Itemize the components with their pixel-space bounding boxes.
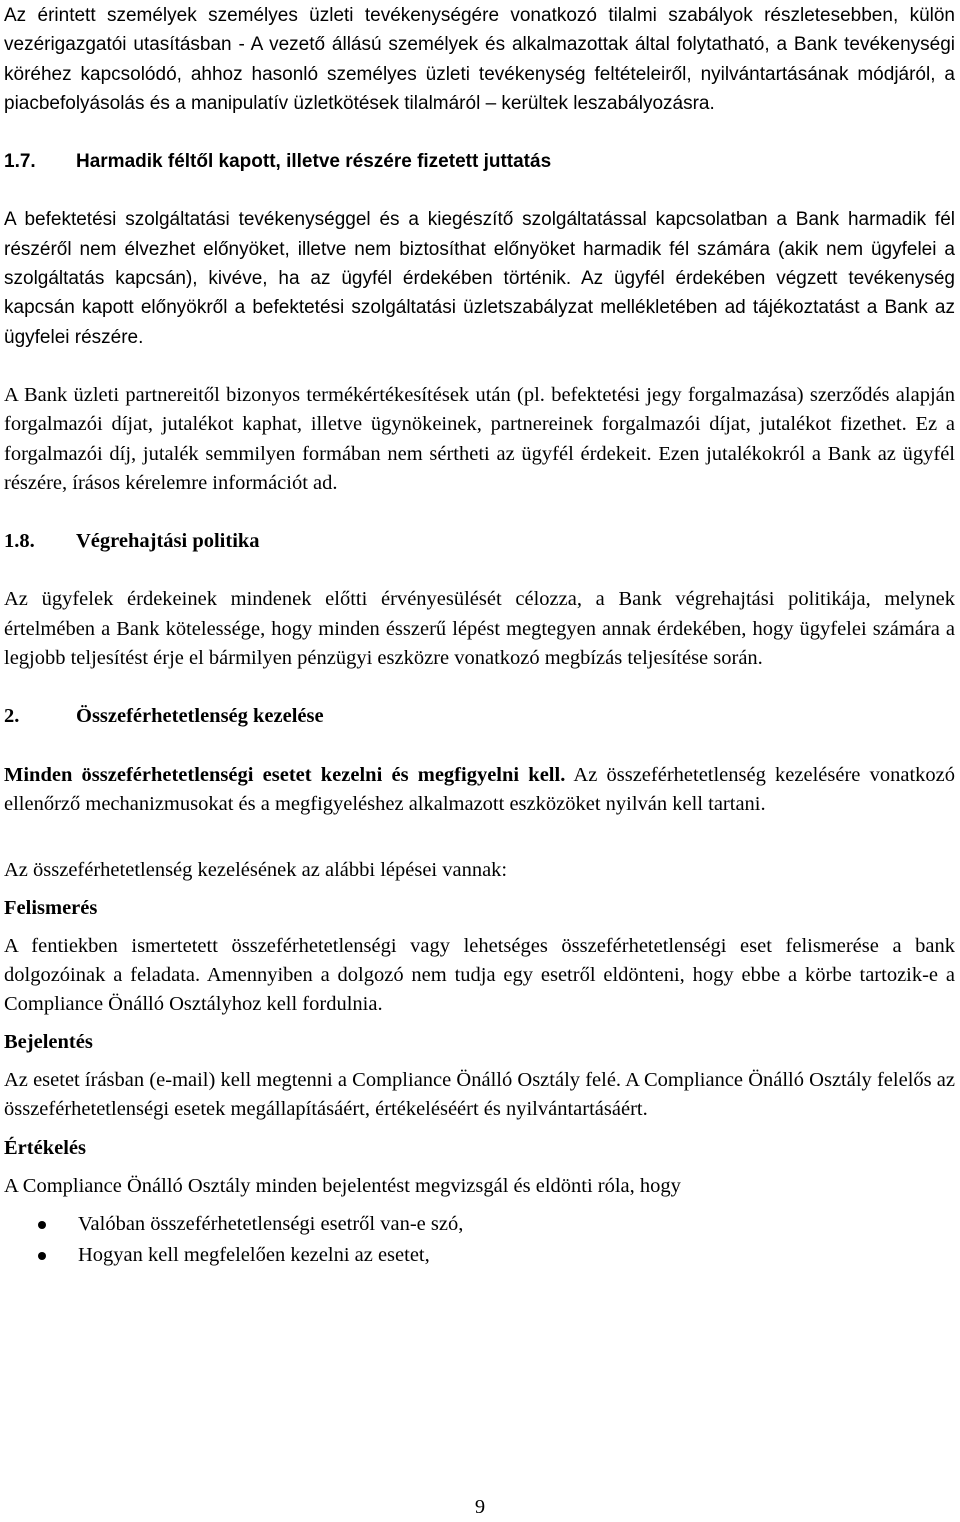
ertekeles-title: Értékelés (4, 1136, 86, 1159)
section-2-lead-paragraph (4, 761, 955, 820)
section-2-title: Összeférhetetlenség kezelése (76, 705, 324, 728)
section-2-heading (4, 702, 955, 731)
document-page (4, 0, 955, 1270)
section-1-8-number: 1.8. (4, 530, 35, 553)
bejelentes-text: Az esetet írásban (e-mail) kell megtenni a Compliance Önálló Osztály felé. A Compliance Önálló Osztály felelős az összeférhetetlenségi esetek megállapításáért, értékeléséért és nyilvántartásáért. (4, 1069, 955, 1121)
bullet-icon (38, 1221, 46, 1229)
section-1-7-number: 1.7. (4, 151, 36, 173)
section-1-7-title: Harmadik féltől kapott, illetve részére fizetett juttatás (76, 151, 552, 173)
section-1-8-title: Végrehajtási politika (76, 530, 260, 553)
felismeres-title: Felismerés (4, 896, 98, 919)
felismeres-text: A fentiekben ismertetett összeférhetetlenségi vagy lehetséges összeférhetetlenségi eset felismerése a bank dolgozóinak a feladata. Amennyiben a dolgozó nem tudja egy esetről eldönteni, hogy ebbe a körbe tartozik-e a Compliance Önálló Osztályhoz kell fordulnia. (4, 934, 955, 1016)
section-1-7-paragraph-1: A befektetési szolgáltatási tevékenységgel és a kiegészítő szolgáltatással kapcsolatban a Bank harmadik fél részéről nem élvezhet előnyöket, illetve nem biztosíthat előnyöket harmadik fél számára (akik nem ügyfelei a szolgáltatás kapcsán), kivéve, ha az ügyfél érdekében történik. Az ügyfél érdekében végzett tevékenység kapcsán kapott előnyökről a befektetési szolgáltatási üzletszabályzat mellékletében ad tájékoztatást a Bank az ügyfelei részére. (4, 209, 955, 348)
list-item-text: Hogyan kell megfelelően kezelni az esetet, (78, 1243, 430, 1266)
section-2-lead-bold: Minden összeférhetetlenségi esetet kezelni és megfigyelni kell. (4, 763, 566, 786)
section-2-lead-rest: Az összeférhetetlenség kezelésére vonatkozó ellenőrző mechanizmusokat és a megfigyeléshez alkalmazott eszközöket nyilván kell tartani. (4, 763, 955, 815)
list-item (4, 1241, 955, 1270)
intro-paragraph: Az érintett személyek személyes üzleti tevékenységére vonatkozó tilalmi szabályok részletesebben, külön vezérigazgatói utasításban - A vezető állású személyek és alkalmazottak által folytatható, a Bank tevékenységi köréhez kapcsolódó, ahhoz hasonló személyes üzleti tevékenység feltételeiről, nyilvántartásának módjáról, a piacbefolyásolás és a manipulatív üzletkötések tilalmáról – kerültek leszabályozásra. (4, 5, 955, 114)
section-2-number: 2. (4, 705, 20, 728)
steps-intro: Az összeférhetetlenség kezelésének az alábbi lépései vannak: (4, 859, 508, 882)
list-item (4, 1210, 955, 1239)
evaluation-bullet-list (4, 1210, 955, 1270)
section-1-8-paragraph-1: Az ügyfelek érdekeinek mindenek előtti érvényesülését célozza, a Bank végrehajtási politikája, melynek értelmében a Bank kötelessége, hogy minden ésszerű lépést megtegyen annak érdekében, hogy ügyfelei számára a legjobb teljesítést érje el bármilyen pénzügyi eszközre vonatkozó megbízás teljesítése során. (4, 588, 955, 670)
ertekeles-text: A Compliance Önálló Osztály minden bejelentést megvizsgál és eldönti róla, hogy (4, 1174, 681, 1197)
section-1-7-heading (4, 147, 955, 176)
list-item-text: Valóban összeférhetetlenségi esetről van-e szó, (78, 1213, 464, 1236)
bejelentes-title: Bejelentés (4, 1030, 93, 1053)
bullet-icon (38, 1252, 46, 1260)
page-number: 9 (474, 1496, 486, 1518)
section-1-8-heading (4, 527, 955, 556)
section-1-7-paragraph-2: A Bank üzleti partnereitől bizonyos termékértékesítések után (pl. befektetési jegy forgalmazása) szerződés alapján forgalmazói díjat, jutalékot kaphat, illetve ügynökeinek, partnereinek forgalmazói díjat, jutalékot fizethet. Ez a forgalmazói díj, jutalék semmilyen formában nem sértheti az ügyfél érdekeit. Ezen jutalékokról a Bank az ügyfél részére, írásos kérelemre információt ad. (4, 383, 955, 494)
